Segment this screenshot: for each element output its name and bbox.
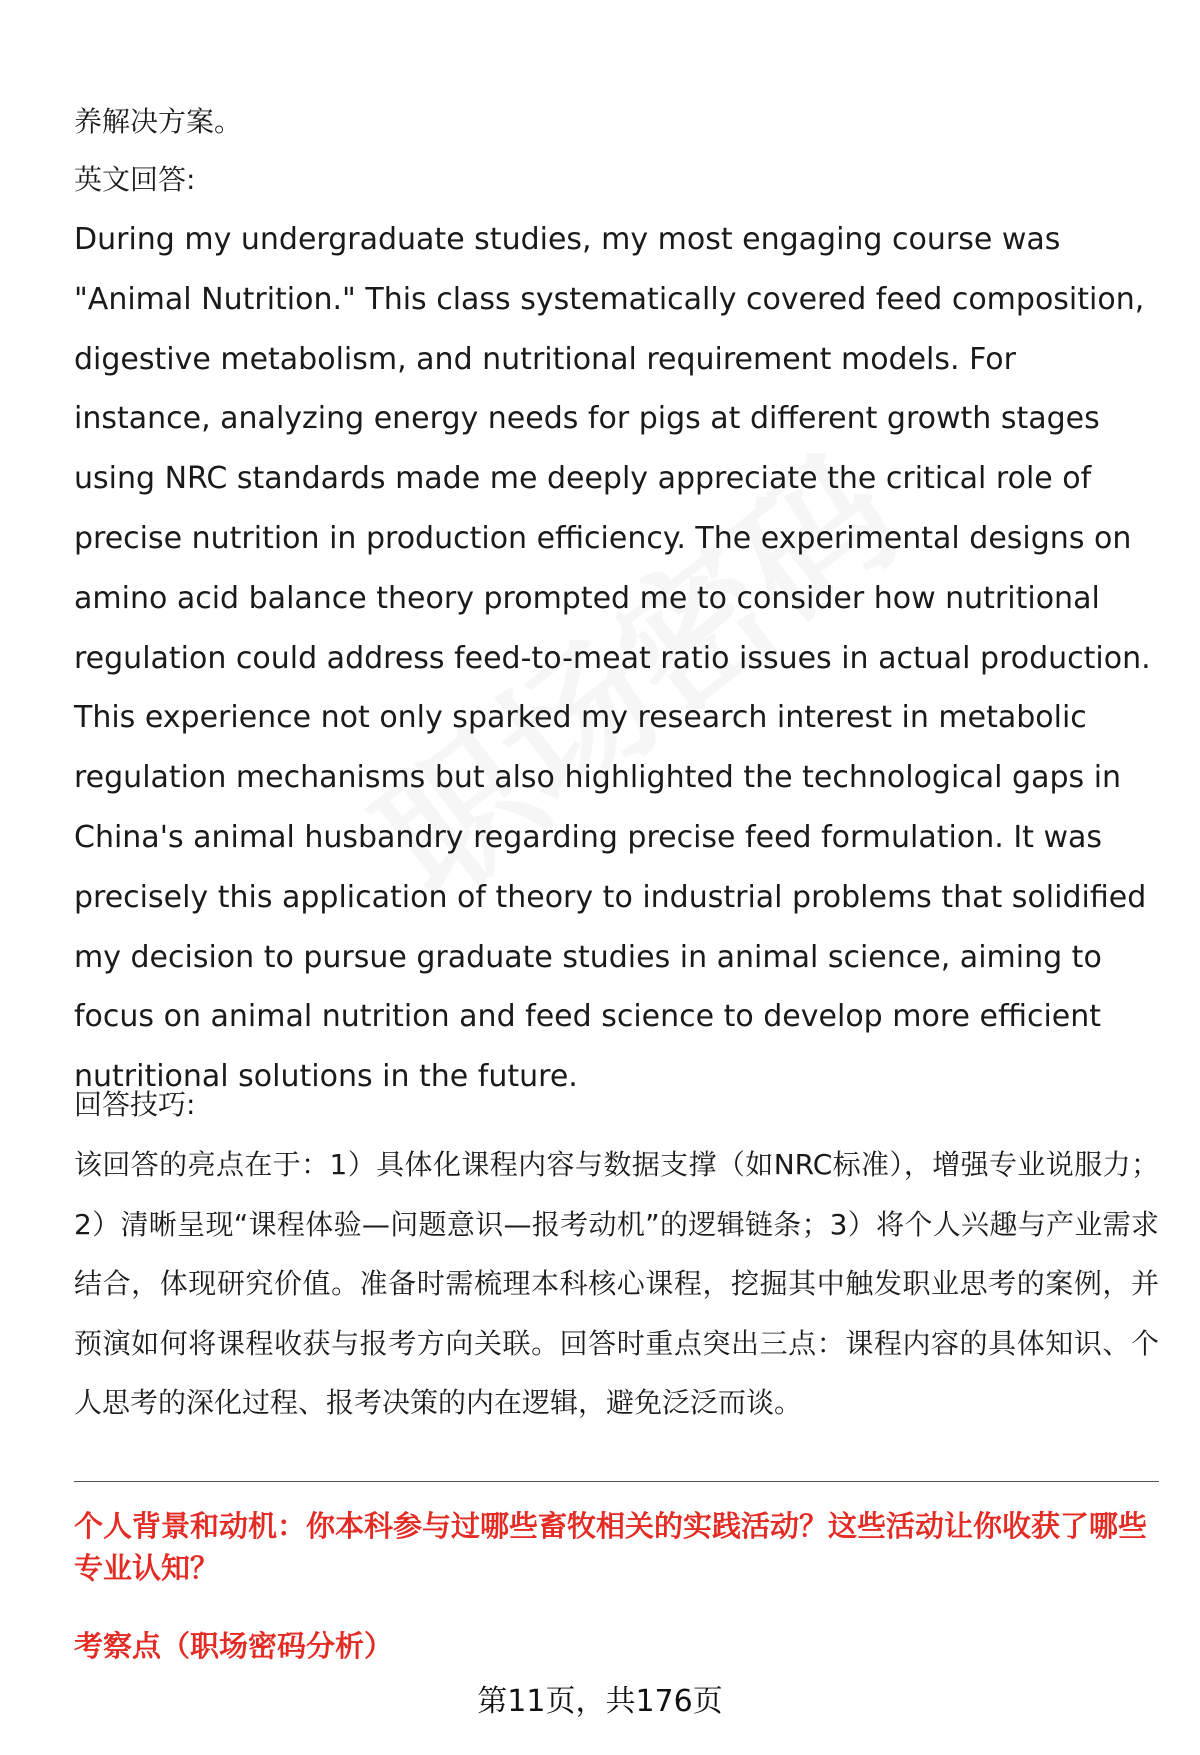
answer-tips-text: 该回答的亮点在于：1）具体化课程内容与数据支撑（如NRC标准），增强专业说服力；2）清晰呈现“课程体验—问题意识—报考动机”的逻辑链条；3）将个人兴趣与产业需求结合，体现研究价值。准备时需梳理本科核心课程，挖掘其中触发职业思考的案例，并预演如何将课程收获与报考方向关联。回答时重点突出三点：课程内容的具体知识、个人思考的深化过程、报考决策的内在逻辑，避免泛泛而谈。 xyxy=(74,1148,1159,1419)
section-divider xyxy=(74,1481,1159,1482)
answer-tips-label: 回答技巧: xyxy=(74,1088,196,1121)
english-answer-section xyxy=(74,150,1159,1107)
english-answer-text: During my undergraduate studies, my most engaging course was "Animal Nutrition." This class systematically covered feed composition, digestive metabolism, and nutritional requirement models. For instance, analyzing energy needs for pigs at different growth stages using NRC standards made me deeply appreciate the critical role of precise nutrition in production efficiency. The experimental designs on amino acid balance theory prompted me to consider how nutritional regulation could address feed-to-meat ratio issues in actual production. This experience not only sparked my research interest in metabolic regulation mechanisms but also highlighted the technological gaps in China's animal husbandry regarding precise feed formulation. It was precisely this application of theory to industrial problems that solidified my decision to pursue graduate studies in animal science, aiming to focus on animal nutrition and feed science to develop more efficient nutritional solutions in the future. xyxy=(74,222,1151,1095)
page-indicator: 第11页，共176页 xyxy=(477,1684,723,1719)
next-question-title: 个人背景和动机：你本科参与过哪些畜牧相关的实践活动？这些活动让你收获了哪些专业认知？ xyxy=(74,1509,1148,1585)
focus-point-heading: 考察点（职场密码分析） xyxy=(74,1629,394,1663)
continued-paragraph: 养解决方案。 xyxy=(74,105,243,138)
answer-tips-section xyxy=(74,1075,1159,1433)
english-answer-label: 英文回答: xyxy=(74,163,196,196)
